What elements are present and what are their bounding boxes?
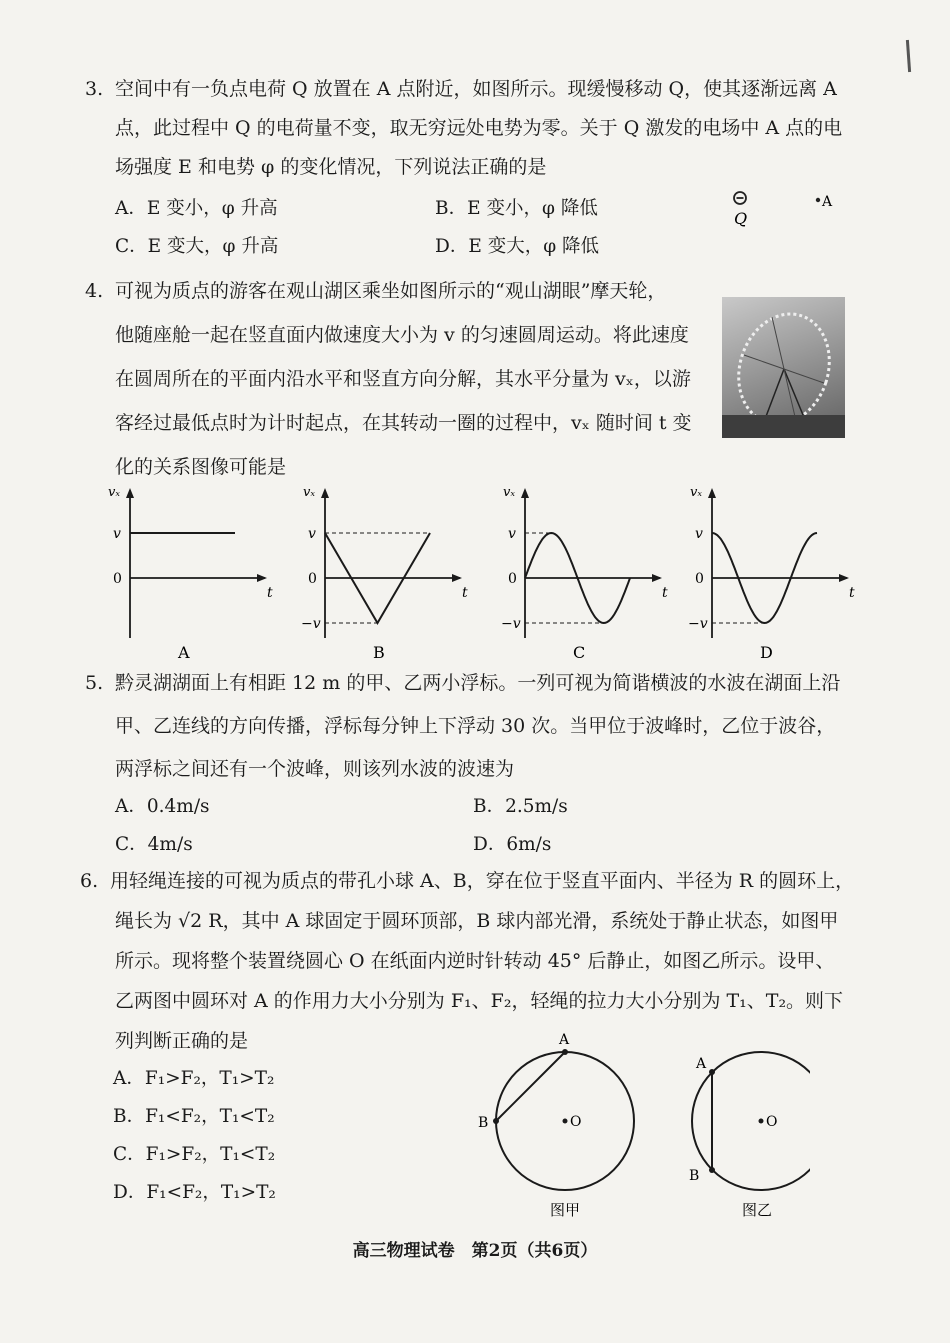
ball-b-yi <box>709 1167 715 1173</box>
question-text-line: 乙两图中圆环对 A 的作用力大小分别为 F₁、F₂，轻绳的拉力大小分别为 T₁、T₂。则下 <box>115 990 844 1012</box>
question-text-line: 所示。现将整个装置绕圆心 O 在纸面内逆时针转动 45° 后静止，如图乙所示。设甲、 <box>115 950 835 972</box>
question-text-line: 在圆周所在的平面内沿水平和竖直方向分解，其水平分量为 vₓ，以游 <box>115 368 691 390</box>
charge-label: Q <box>734 209 748 228</box>
label-b-yi: B <box>689 1168 700 1184</box>
question-text-line: 空间中有一负点电荷 Q 放置在 A 点附近，如图所示。现缓慢移动 Q，使其逐渐远离 A <box>115 78 837 100</box>
center-o-jia <box>563 1119 568 1124</box>
label-a-jia: A <box>559 1032 570 1048</box>
graph-option-label: B <box>373 643 385 662</box>
question-number: 5. <box>85 672 104 694</box>
option-b[interactable]: B．F₁<F₂，T₁<T₂ <box>113 1106 275 1127</box>
option-d[interactable]: D．F₁<F₂，T₁>T₂ <box>113 1182 276 1203</box>
question-text-line: 甲、乙连线的方向传播，浮标每分钟上下浮动 30 次。当甲位于波峰时，乙位于波谷， <box>115 715 836 737</box>
question-4 <box>85 272 705 482</box>
center-o-yi <box>759 1119 764 1124</box>
y-axis-arrow <box>708 488 716 498</box>
question-text-line: 两浮标之间还有一个波峰，则该列水波的波速为 <box>115 758 515 780</box>
graph-option-label: C <box>573 643 586 662</box>
y-axis-arrow <box>521 488 529 498</box>
question-text-line: 用轻绳连接的可视为质点的带孔小球 A、B，穿在位于竖直平面内、半径为 R 的圆环上， <box>110 870 855 892</box>
ball-a-jia <box>562 1049 568 1055</box>
label-o-yi: O <box>766 1114 778 1130</box>
question-number: 4. <box>85 280 104 302</box>
neg-v-tick-label: −v <box>501 616 521 632</box>
x-axis-arrow <box>257 574 267 582</box>
label-b-jia: B <box>478 1115 489 1131</box>
x-axis-arrow <box>452 574 462 582</box>
caption-yi: 图乙 <box>742 1201 773 1219</box>
question-5 <box>85 664 875 784</box>
question-number: 6. <box>80 870 99 892</box>
zero-tick-label: 0 <box>508 571 517 587</box>
question-text-line: 他随座舱一起在竖直面内做速度大小为 v 的匀速圆周运动。将此速度 <box>115 324 689 346</box>
neg-v-tick-label: −v <box>301 616 321 632</box>
question-text-line: 列判断正确的是 <box>115 1030 249 1052</box>
graph-option-label: A <box>178 643 190 662</box>
corner-mark <box>906 40 911 72</box>
page-footer: 高三物理试卷 第2页（共6页） <box>352 1241 598 1261</box>
question-number: 3. <box>85 78 104 100</box>
option-d[interactable]: D．E 变大，φ 降低 <box>435 236 600 257</box>
question-text-line: 绳长为 √2 R，其中 A 球固定于圆环顶部，B 球内部光滑，系统处于静止状态，如图甲 <box>115 910 839 932</box>
t-axis-label: t <box>849 585 855 601</box>
option-b[interactable]: B．E 变小，φ 降低 <box>435 198 598 219</box>
caption-jia: 图甲 <box>550 1201 581 1219</box>
v-tick-label: v <box>308 526 316 542</box>
label-o-jia: O <box>570 1114 582 1130</box>
question-text-line: 可视为质点的游客在观山湖区乘坐如图所示的“观山湖眼”摩天轮， <box>115 280 667 302</box>
v-tick-label: v <box>113 526 121 542</box>
q6-figures <box>470 1030 810 1225</box>
question-text-line: 点，此过程中 Q 的电荷量不变，取无穷远处电势为零。关于 Q 激发的电场中 A 点的电 <box>115 117 843 139</box>
graph-option-label: D <box>760 643 773 662</box>
y-axis-label: vₓ <box>303 485 315 500</box>
zero-tick-label: 0 <box>695 571 704 587</box>
option-c[interactable]: C．E 变大，φ 升高 <box>115 236 279 257</box>
question-text-line: 黔灵湖湖面上有相距 12 m 的甲、乙两小浮标。一列可视为简谐横波的水波在湖面上沿 <box>115 672 841 694</box>
x-axis-arrow <box>652 574 662 582</box>
v-tick-label: v <box>695 526 703 542</box>
ball-a-yi <box>709 1069 715 1075</box>
t-axis-label: t <box>267 585 273 601</box>
option-d[interactable]: D．6m/s <box>473 834 552 855</box>
x-axis-arrow <box>839 574 849 582</box>
q3-charge-figure <box>722 186 842 232</box>
ferris-wheel-photo <box>722 297 845 438</box>
question-text-line: 化的关系图像可能是 <box>115 456 287 478</box>
point-a-label: A <box>822 194 833 210</box>
question-text-line: 客经过最低点时为计时起点，在其转动一圈的过程中，vₓ 随时间 t 变 <box>115 412 692 434</box>
y-axis-arrow <box>126 488 134 498</box>
y-axis-label: vₓ <box>690 485 702 500</box>
y-axis-arrow <box>321 488 329 498</box>
option-c[interactable]: C．F₁>F₂，T₁<T₂ <box>113 1144 276 1165</box>
neg-v-tick-label: −v <box>688 616 708 632</box>
point-a-dot <box>816 198 820 202</box>
q4-graphs <box>0 480 950 665</box>
option-b[interactable]: B．2.5m/s <box>473 796 568 817</box>
t-axis-label: t <box>662 585 668 601</box>
zero-tick-label: 0 <box>308 571 317 587</box>
option-a[interactable]: A．F₁>F₂，T₁>T₂ <box>113 1068 275 1089</box>
v-tick-label: v <box>508 526 516 542</box>
option-a[interactable]: A．E 变小，φ 升高 <box>115 198 278 219</box>
t-axis-label: t <box>462 585 468 601</box>
zero-tick-label: 0 <box>113 571 122 587</box>
y-axis-label: vₓ <box>503 485 515 500</box>
label-a-yi: A <box>696 1056 707 1072</box>
ball-b-jia <box>493 1118 499 1124</box>
question-text-line: 场强度 E 和电势 φ 的变化情况，下列说法正确的是 <box>115 156 547 178</box>
y-axis-label: vₓ <box>108 485 120 500</box>
option-c[interactable]: C．4m/s <box>115 834 193 855</box>
option-a[interactable]: A．0.4m/s <box>115 796 210 817</box>
